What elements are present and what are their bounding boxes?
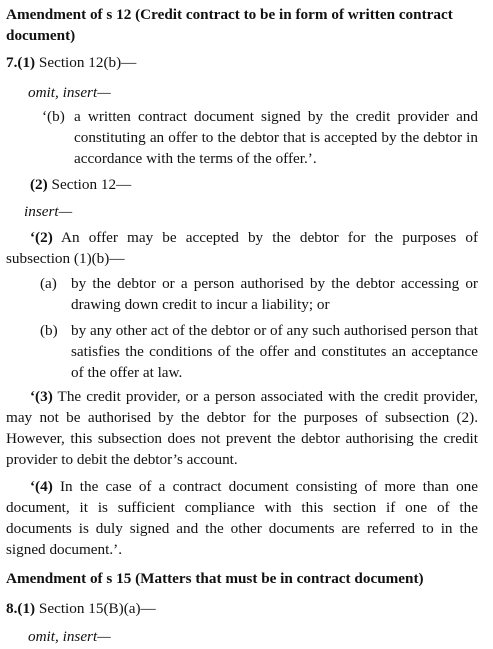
subsection-text: In the case of a contract document consisting of more than one document, it is sufficient compliance with this section if one of the documents is duly signed and the other documents are referred to in the signed document.’. <box>6 478 478 558</box>
inserted-subsection-4 <box>6 476 478 560</box>
list-item-b <box>40 320 478 383</box>
clause-7-2 <box>30 174 131 195</box>
clause-8-1 <box>6 598 156 619</box>
subclause-text: Section 12(b)— <box>35 54 137 71</box>
inserted-subsection-2 <box>6 227 478 269</box>
insert-instruction: insert— <box>24 203 73 220</box>
subsection-number: ‘(2) <box>30 229 53 246</box>
item-label: (a) <box>40 275 57 292</box>
inserted-subsection-3 <box>6 386 478 470</box>
subsection-text: The credit provider, or a person associated with the credit provider, may not be authorised by the debtor for the purposes of subsection (2). However, this subsection does not prevent the debtor authorising the credit provider to debit the debtor’s account. <box>6 388 478 468</box>
clause-7-1 <box>6 52 136 73</box>
clause-number: 8. <box>6 600 18 617</box>
omit-insert-instruction: omit, insert— <box>28 84 111 101</box>
subclause-number: (1) <box>17 600 36 617</box>
subclause-text: Section 12— <box>47 176 132 193</box>
inserted-paragraph-b <box>42 106 478 169</box>
subsection-number: ‘(3) <box>30 388 53 405</box>
omit-insert-instruction-8: omit, insert— <box>28 628 111 645</box>
subsection-text: An offer may be accepted by the debtor for the purposes of subsection (1)(b)— <box>6 229 478 267</box>
clause-number: 7. <box>6 54 18 71</box>
paragraph-label: ‘(b) <box>42 108 65 125</box>
section-12-heading: Amendment of s 12 (Credit contract to be in form of written contract document) <box>6 6 453 44</box>
section-15-heading: Amendment of s 15 (Matters that must be in contract document) <box>6 570 424 587</box>
item-label: (b) <box>40 322 58 339</box>
item-text: by any other act of the debtor or of any such authorised person that satisfies the conditions of the offer and constitutes an acceptance of the offer at law. <box>71 322 478 381</box>
subclause-text: Section 15(B)(a)— <box>35 600 156 617</box>
list-item-a <box>40 273 478 315</box>
paragraph-text: a written contract document signed by the credit provider and constituting an offer to the debtor that is accepted by the debtor in accordance with the terms of the offer.’. <box>74 108 478 167</box>
subclause-number: (1) <box>17 54 36 71</box>
subclause-number: (2) <box>30 176 48 193</box>
item-text: by the debtor or a person authorised by the debtor accessing or drawing down credit to incur a liability; or <box>71 275 478 313</box>
subsection-number: ‘(4) <box>30 478 53 495</box>
